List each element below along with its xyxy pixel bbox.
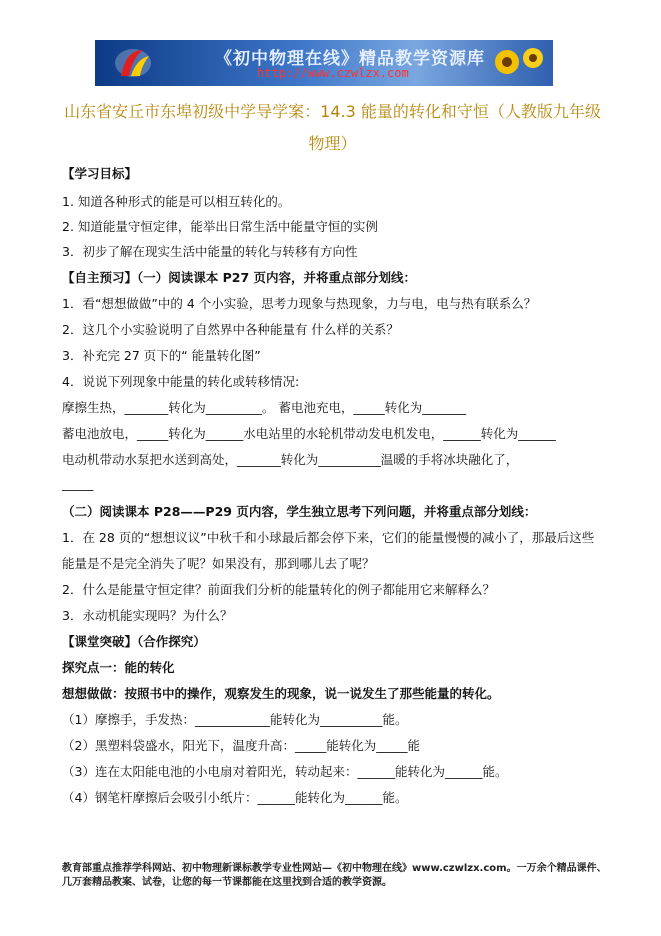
banner-url[interactable]: http://www.czwlzx.com [257,66,409,80]
activity-item: （3）连在太阳能电池的小电扇对着阳光，转动起来：______能转化为______能。 [62,764,508,779]
preview-heading: 【自主预习】（一）阅读课本 P27 页内容，并将重点部分划线： [62,270,417,285]
goal-item: 1. 知道各种形式的能是可以相互转化的。 [62,194,291,209]
fill-in-row: 摩擦生热，_______转化为_________。 蓄电池充电，_____转化为_______ [62,400,466,415]
preview-question: 1．看“想想做做”中的 4 个小实验，思考力现象与热现象，力与电，电与热有联系么？ [62,296,537,311]
banner-title: 《初中物理在线》精品教学资源库 [215,49,485,69]
part2-question: 3．永动机能实现吗？为什么？ [62,608,233,623]
goal-item: 2. 知道能量守恒定律，能举出日常生活中能量守恒的实例 [62,219,378,234]
site-banner [95,40,553,86]
sunflower-icon [491,42,547,84]
goals-heading: 【学习目标】 [62,166,138,181]
site-logo-icon [113,46,153,80]
activity-item: （2）黑塑料袋盛水，阳光下，温度升高：_____能转化为_____能 [62,738,420,753]
fill-in-row: 蓄电池放电，_____转化为______水电站里的水轮机带动发电机发电，______转化为______ [62,426,556,441]
part2-heading: （二）阅读课本 P28——P29 页内容，学生独立思考下列问题，并将重点部分划线： [62,504,537,519]
classroom-heading: 【课堂突破】（合作探究） [62,634,206,649]
fill-in-row: _____ [62,476,94,491]
document-title: 山东省安丘市东埠初级中学导学案：14.3 能量的转化和守恒（人教版九年级物理） [64,102,601,153]
activity-instruction: 想想做做：按照书中的操作，观察发生的现象，说一说发生了那些能量的转化。 [62,686,500,701]
preview-question: 3．补充完 27 页下的“ 能量转化图” [62,348,261,363]
preview-question: 4．说说下列现象中能量的转化或转移情况: [62,374,300,389]
page-footer [62,862,622,890]
part2-question: 能量是不是完全消失了呢？如果没有，那到哪儿去了呢？ [62,556,375,571]
part2-question: 1．在 28 页的“想想议议”中秋千和小球最后都会停下来，它们的能量慢慢的减小了，那最后这些 [62,530,595,545]
footer-line: 教育部重点推荐学科网站、初中物理新课标教学专业性网站—《初中物理在线》www.czwlzx.com。一万余个精品课件、 [62,863,607,874]
fill-in-row: 电动机带动水泵把水送到高处，_______转化为__________温暖的手将冰块融化了， [62,452,519,467]
explore-point-heading: 探究点一：能的转化 [62,660,175,675]
footer-line: 几万套精品教案、试卷，让您的每一节课都能在这里找到合适的教学资源。 [62,877,392,888]
activity-item: （4）钢笔杆摩擦后会吸引小纸片：______能转化为______能。 [62,790,408,805]
activity-item: （1）摩擦手，手发热：____________能转化为__________能。 [62,712,408,727]
part2-question: 2．什么是能量守恒定律？前面我们分析的能量转化的例子都能用它来解释么？ [62,582,495,597]
preview-question: 2．这几个小实验说明了自然界中各种能量有 什么样的关系？ [62,322,399,337]
goal-item: 3．初步了解在现实生活中能量的转化与转移有方向性 [62,244,358,259]
